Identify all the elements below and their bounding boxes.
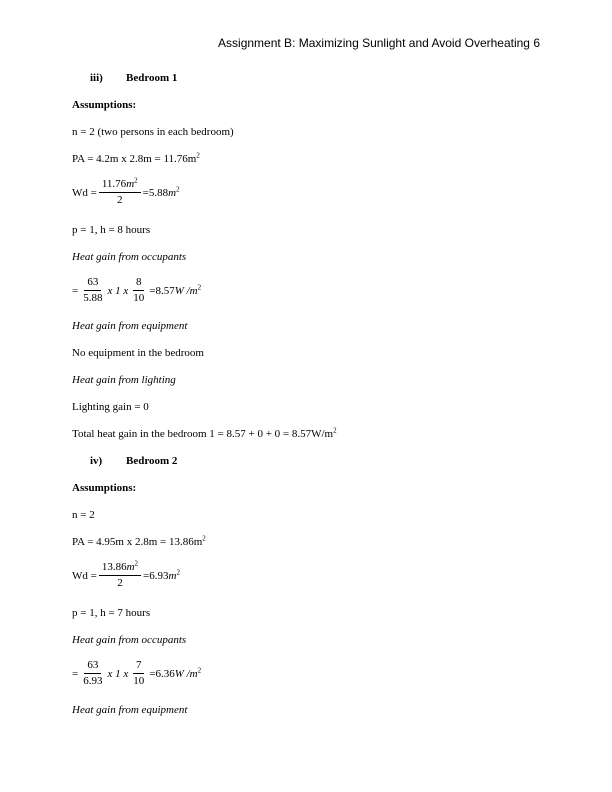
equipment-line: No equipment in the bedroom: [72, 347, 204, 359]
occupants-gain-equation: [72, 276, 201, 305]
occ-f1-numerator: 63: [84, 659, 101, 674]
lighting-gain-label: Heat gain from lighting: [72, 374, 176, 386]
wd-result: $=6.93m^2$: [143, 567, 180, 582]
wd-equation: [72, 561, 180, 590]
running-header: Assignment B: Maximizing Sunlight and Avoid Overheating 6: [218, 36, 540, 50]
occupants-gain-equation: [72, 659, 201, 688]
equipment-gain-label: Heat gain from equipment: [72, 704, 188, 716]
occ-fraction-1: [80, 276, 105, 305]
occ-f1-denominator: 5.88: [83, 292, 103, 304]
occ-result: =8.57W $/m^2$: [149, 282, 202, 297]
occ-fraction-2: [130, 276, 147, 305]
occ-f2-denominator: 10: [133, 292, 145, 304]
plan-area-text: PA = 4.95m x 2.8m = 13.86m: [72, 536, 203, 548]
occ-f2-numerator: 7: [133, 659, 145, 674]
plan-area-line: [72, 536, 206, 548]
occ-multiplier: x 1 x: [107, 284, 129, 297]
occ-f2-denominator: 10: [133, 675, 145, 687]
occupants-gain-label: Heat gain from occupants: [72, 634, 187, 646]
plan-area-exponent: 2: [196, 151, 200, 160]
wd-denominator: 2: [116, 194, 123, 206]
wd-prefix: Wd =: [72, 186, 97, 199]
wd-denominator: 2: [117, 577, 123, 589]
occ-f2-numerator: 8: [133, 276, 145, 291]
occ-fraction-1: [80, 659, 105, 688]
section-number: iv): [90, 455, 103, 467]
occ-result: =6.36W $/m^2$: [149, 665, 202, 680]
wd-result: $=5.88m^2$: [142, 184, 180, 199]
wd-fraction: [99, 561, 141, 590]
p-h-line: p = 1, h = 7 hours: [72, 607, 151, 619]
total-gain-exponent: 2: [333, 426, 337, 435]
wd-numerator: $11.76m^2$: [99, 178, 141, 193]
section-heading-bedroom-2: [90, 455, 177, 467]
section-number: iii): [90, 72, 103, 84]
wd-fraction: [99, 178, 141, 207]
section-title: Bedroom 2: [126, 455, 178, 467]
plan-area-line: [72, 153, 200, 165]
occ-f1-denominator: 6.93: [83, 675, 103, 687]
plan-area-exponent: 2: [202, 534, 206, 543]
assumptions-label: Assumptions:: [72, 99, 137, 111]
occupants-gain-label: Heat gain from occupants: [72, 251, 187, 263]
section-heading-bedroom-1: [90, 72, 177, 84]
equipment-gain-label: Heat gain from equipment: [72, 320, 188, 332]
wd-equation: [72, 178, 180, 207]
occ-prefix: =: [72, 667, 79, 680]
occ-prefix: =: [72, 284, 79, 297]
plan-area-text: PA = 4.2m x 2.8m = 11.76m: [72, 153, 197, 165]
occupants-count-line: n = 2 (two persons in each bedroom): [72, 126, 234, 138]
occ-f1-numerator: 63: [84, 276, 101, 291]
occ-fraction-2: [130, 659, 147, 688]
total-gain-text: Total heat gain in the bedroom 1 = 8.57 + 0 + 0 = 8.57W/m: [72, 428, 334, 440]
occ-multiplier: x 1 x: [107, 667, 129, 680]
wd-prefix: Wd =: [72, 569, 97, 582]
wd-numerator: $13.86m^2$: [99, 561, 141, 576]
total-gain-line: [72, 428, 337, 440]
section-title: Bedroom 1: [126, 72, 178, 84]
lighting-line: Lighting gain = 0: [72, 401, 149, 413]
occupants-count-line: n = 2: [72, 509, 95, 521]
p-h-line: p = 1, h = 8 hours: [72, 224, 151, 236]
assumptions-label: Assumptions:: [72, 482, 137, 494]
